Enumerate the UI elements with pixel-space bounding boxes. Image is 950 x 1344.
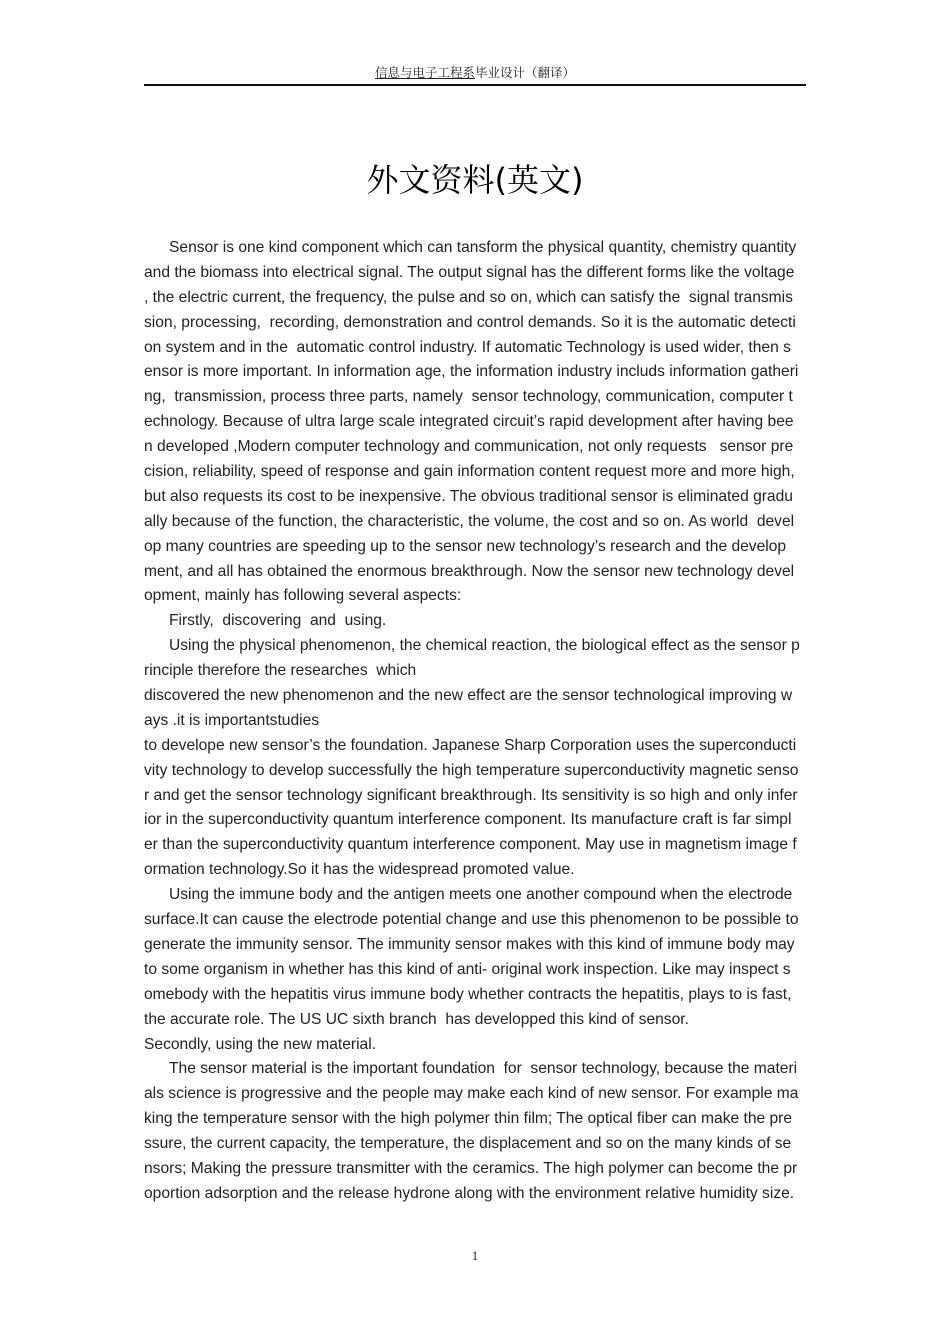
text-line: rinciple therefore the researches which (144, 662, 417, 680)
document-title: 外文资料(英文) (366, 161, 584, 199)
text-line: generate the immunity sensor. The immunity sensor makes with this kind of immune body may (144, 935, 795, 953)
text-line: to develope new sensor’s the foundation. Japanese Sharp Corporation uses the superconducti (144, 736, 797, 754)
text-line: ays .it is importantstudies (144, 711, 320, 729)
page-number: 1 (471, 1248, 479, 1263)
text-line: ment, and all has obtained the enormous breakthrough. Now the sensor new technology devel (144, 562, 795, 580)
text-line: r and get the sensor technology significant breakthrough. Its sensitivity is so high and only infer (144, 786, 798, 804)
text-line: to some organism in whether has this kind of anti- original work inspection. Like may inspect s (144, 960, 791, 978)
body-text (144, 236, 864, 1207)
text-line: er than the superconductivity quantum interference component. May use in magnetism image f (144, 836, 797, 854)
text-line: but also requests its cost to be inexpensive. The obvious traditional sensor is eliminated gradu (144, 487, 793, 505)
text-line: Secondly, using the new material. (144, 1035, 377, 1053)
text-line: ng, transmission, process three parts, namely sensor technology, communication, computer t (144, 388, 793, 406)
text-line: The sensor material is the important foundation for sensor technology, because the materi (169, 1060, 798, 1078)
text-line: the accurate role. The US UC sixth branch has developped this kind of sensor. (144, 1010, 689, 1028)
text-line: surface.It can cause the electrode potential change and use this phenomenon to be possible to (144, 911, 799, 929)
text-line: ensor is more important. In information age, the information industry includs information gatheri (144, 363, 799, 381)
text-line: and the biomass into electrical signal. The output signal has the different forms like the voltage (144, 263, 795, 281)
text-line: , the electric current, the frequency, the pulse and so on, which can satisfy the signal transmis (144, 288, 793, 306)
text-line: nsors; Making the pressure transmitter with the ceramics. The high polymer can become the pr (144, 1159, 798, 1177)
text-line: oportion adsorption and the release hydrone along with the environment relative humidity size. (144, 1184, 795, 1202)
header-subtitle: 毕业设计（翻译） (475, 65, 576, 80)
text-line: als science is progressive and the people may make each kind of new sensor. For example ma (144, 1085, 799, 1103)
text-line: king the temperature sensor with the high polymer thin film; The optical fiber can make the pre (144, 1110, 793, 1128)
text-line: ormation technology.So it has the widespread promoted value. (144, 861, 575, 879)
text-line: echnology. Because of ultra large scale integrated circuit’s rapid development after having bee (144, 413, 794, 431)
text-line: ssure, the current capacity, the temperature, the displacement and so on the many kinds of se (144, 1135, 792, 1153)
text-line: Using the physical phenomenon, the chemical reaction, the biological effect as the sensor p (169, 637, 800, 655)
text-line: cision, reliability, speed of response and gain information content request more and more high, (144, 463, 795, 481)
text-line: sion, processing, recording, demonstration and control demands. So it is the automatic detecti (144, 313, 796, 331)
text-line: op many countries are speeding up to the sensor new technology’s research and the develop (144, 537, 787, 555)
text-line: omebody with the hepatitis virus immune body whether contracts the hepatitis, plays to is fast, (144, 985, 792, 1003)
text-line: vity technology to develop successfully the high temperature superconductivity magnetic senso (144, 761, 799, 779)
page-header (144, 64, 806, 86)
text-line: Firstly, discovering and using. (169, 612, 387, 630)
text-line: ior in the superconductivity quantum interference component. Its manufacture craft is far simpl (144, 811, 792, 829)
text-line: Using the immune body and the antigen meets one another compound when the electrode (169, 886, 793, 904)
text-line: ally because of the function, the characteristic, the volume, the cost and so on. As world devel (144, 512, 795, 530)
text-line: opment, mainly has following several aspects: (144, 587, 462, 605)
text-line: on system and in the automatic control industry. If automatic Technology is used wider, then s (144, 338, 791, 356)
text-line: discovered the new phenomenon and the new effect are the sensor technological improving w (144, 687, 793, 705)
header-department: 信息与电子工程系 (374, 65, 475, 80)
text-line: Sensor is one kind component which can tansform the physical quantity, chemistry quantity (169, 239, 797, 256)
text-line: n developed ,Modern computer technology and communication, not only requests sensor pre (144, 438, 794, 456)
